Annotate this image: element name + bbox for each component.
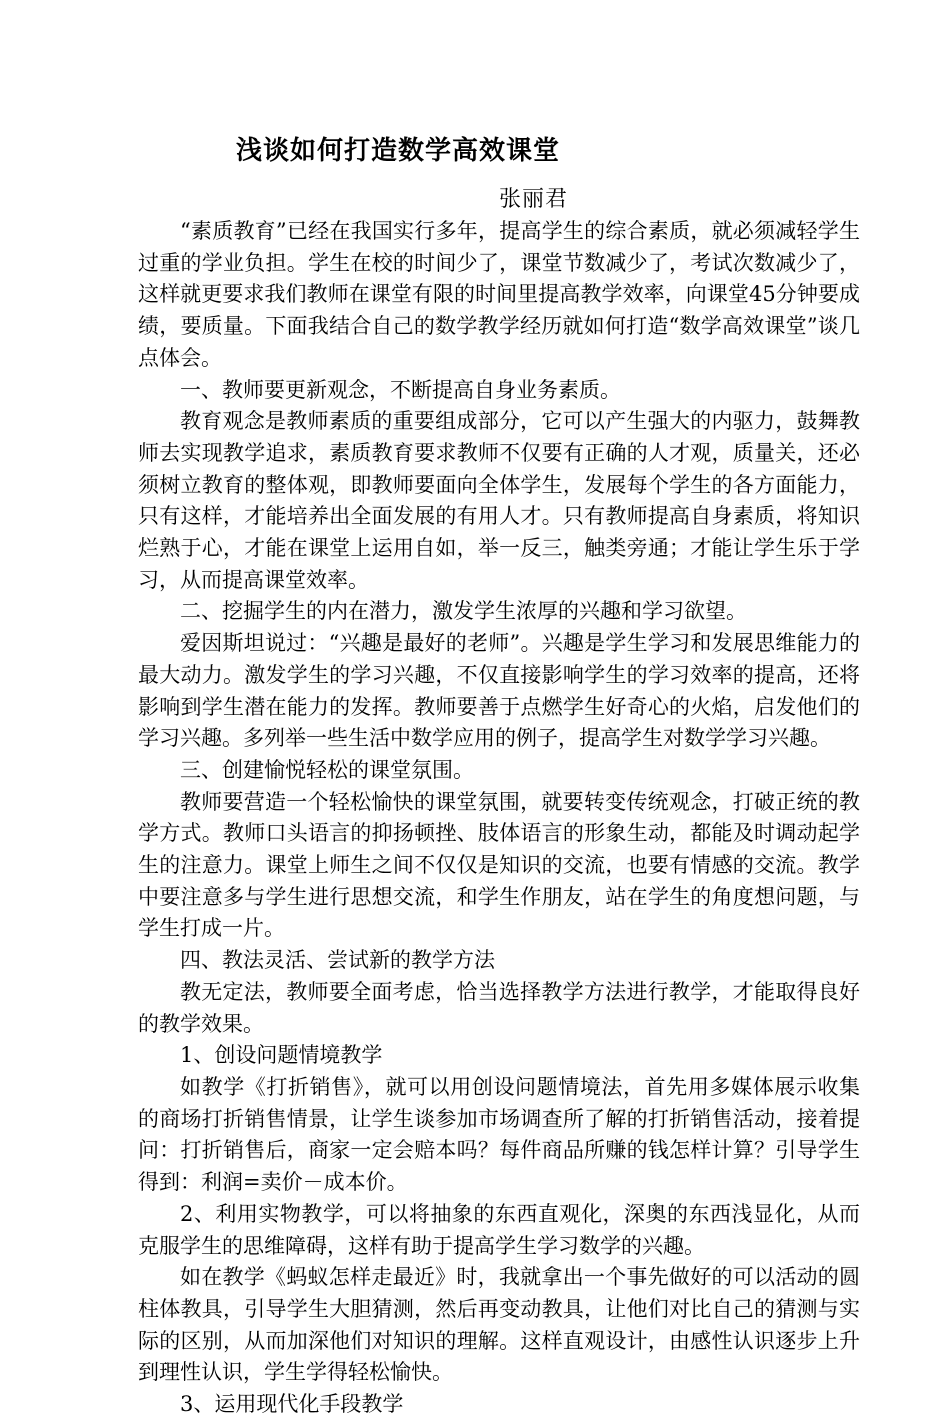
section-heading-1: 一、教师要更新观念，不断提高自身业务素质。 xyxy=(180,377,621,402)
document-body xyxy=(138,216,860,1421)
paragraph: 如教学《打折销售》，就可以用创设问题情境法，首先用多媒体展示收集的商场打折销售情景，让学生谈参加市场调查所了解的打折销售活动，接着提问：打折销售后，商家一定会赔本吗？每件商品所赚的钱怎样计算？引导学生得到：利润=卖价－成本价。 xyxy=(138,1074,860,1195)
paragraph: 如在教学《蚂蚁怎样走最近》时，我就拿出一个事先做好的可以活动的圆柱体教具，引导学生大胆猜测，然后再变动教具，让他们对比自己的猜测与实际的区别，从而加深他们对知识的理解。这样直观设计，由感性认识逐步上升到理性认识，学生学得轻松愉快。 xyxy=(138,1265,860,1385)
paragraph: 教无定法，教师要全面考虑，恰当选择教学方法进行教学，才能取得良好的教学效果。 xyxy=(138,979,860,1036)
paragraph: 教师要营造一个轻松愉快的课堂氛围，就要转变传统观念，打破正统的教学方式。教师口头语言的抑扬顿挫、肢体语言的形象生动，都能及时调动起学生的注意力。课堂上师生之间不仅仅是知识的交流，也要有情感的交流。教学中要注意多与学生进行思想交流，和学生作朋友，站在学生的角度想问题，与学生打成一片。 xyxy=(138,789,860,941)
subsection-heading-1: 1、创设问题情境教学 xyxy=(180,1043,383,1068)
paragraph: 教育观念是教师素质的重要组成部分，它可以产生强大的内驱力，鼓舞教师去实现教学追求，素质教育要求教师不仅要有正确的人才观，质量关，还必须树立教育的整体观，即教师要面向全体学生，发展每个学生的各方面能力，只有这样，才能培养出全面发展的有用人才。只有教师提高自身素质，将知识烂熟于心，才能在课堂上运用自如，举一反三，触类旁通；才能让学生乐于学习，从而提高课堂效率。 xyxy=(138,409,860,592)
subsection-paragraph-2: 2、利用实物教学，可以将抽象的东西直观化，深奥的东西浅显化，从而克服学生的思维障碍，这样有助于提高学生学习数学的兴趣。 xyxy=(138,1201,860,1258)
document-author: 张丽君 xyxy=(499,187,569,212)
document-title: 浅谈如何打造数学高效课堂 xyxy=(236,136,561,166)
subsection-heading-3: 3、运用现代化手段教学 xyxy=(180,1392,404,1417)
section-heading-3: 三、创建愉悦轻松的课堂氛围。 xyxy=(180,757,474,782)
paragraph-intro: “素质教育”已经在我国实行多年，提高学生的综合素质，就必须减轻学生过重的学业负担。学生在校的时间少了，课堂节数减少了，考试次数减少了，这样就更要求我们教师在课堂有限的时间里提高教学效率，向课堂45分钟要成绩，要质量。下面我结合自己的数学教学经历就如何打造“数学高效课堂”谈几点体会。 xyxy=(138,219,860,370)
section-heading-4: 四、教法灵活、尝试新的教学方法 xyxy=(180,948,495,973)
section-heading-2: 二、挖掘学生的内在潜力，激发学生浓厚的兴趣和学习欲望。 xyxy=(180,599,747,624)
paragraph: 爱因斯坦说过：“兴趣是最好的老师”。兴趣是学生学习和发展思维能力的最大动力。激发学生的学习兴趣，不仅直接影响学生的学习效率的提高，还将影响到学生潜在能力的发挥。教师要善于点燃学生好奇心的火焰，启发他们的学习兴趣。多列举一些生活中数学应用的例子，提高学生对数学学习兴趣。 xyxy=(138,631,860,751)
